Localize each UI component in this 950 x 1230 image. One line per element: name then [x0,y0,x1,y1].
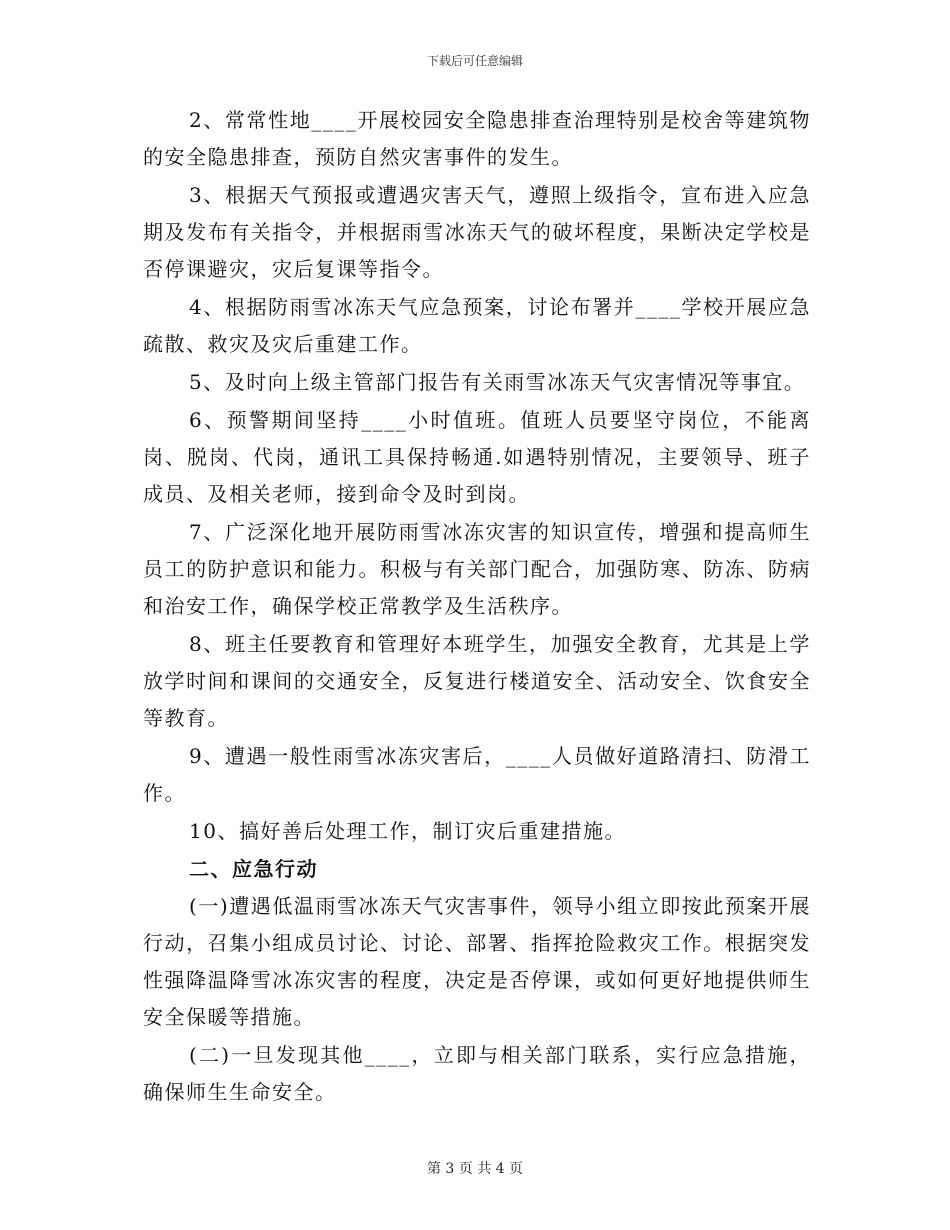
paragraph-item-8: 8、班主任要教育和管理好本班学生，加强安全教育，尤其是上学放学时间和课间的交通安全，反复进行楼道安全、活动安全、饮食安全等教育。 [143,632,811,730]
action-paragraph-1: (一)遭遇低温雨雪冰冻天气灾害事件，领导小组立即按此预案开展行动，召集小组成员讨论、讨论、部署、指挥抢险救灾工作。根据突发性强降温降雪冰冻灾害的程度，决定是否停课，或如何更好地提供师生安全保暖等措施。 [143,894,811,1029]
paragraph-item-9: 9、遭遇一般性雨雪冰冻灾害后，____人员做好道路清扫、防滑工作。 [143,744,811,805]
paragraph-item-6: 6、预警期间坚持____小时值班。值班人员要坚守岗位，不能离岗、脱岗、代岗，通讯工具保持畅通.如遇特别情况，主要领导、班子成员、及相关老师，接到命令及时到岗。 [143,408,811,506]
paragraph-item-4: 4、根据防雨雪冰冻天气应急预案，讨论布署并____学校开展应急疏散、救灾及灾后重建工作。 [143,295,811,356]
paragraph-item-10: 10、搞好善后处理工作，制订灾后重建措施。 [189,819,626,843]
action-paragraph-2: (二)一旦发现其他____，立即与相关部门联系，实行应急措施，确保师生生命安全。 [143,1043,811,1104]
page-number: 第 3 页 共 4 页 [426,1161,524,1177]
document-body [143,102,811,1112]
section-heading: 二、应急行动 [189,857,318,881]
page-header: 下载后可任意编辑 [426,54,523,68]
paragraph-item-5: 5、及时向上级主管部门报告有关雨雪冰冻天气灾害情况等事宜。 [189,370,806,394]
paragraph-item-7: 7、广泛深化地开展防雨雪冰冻灾害的知识宣传，增强和提高师生员工的防护意识和能力。积极与有关部门配合，加强防寒、防冻、防病和治安工作，确保学校正常教学及生活秩序。 [143,520,811,618]
paragraph-item-2: 2、常常性地____开展校园安全隐患排查治理特别是校舍等建筑物的安全隐患排查，预防自然灾害事件的发生。 [143,108,811,169]
paragraph-item-3: 3、根据天气预报或遭遇灾害天气，遵照上级指令，宣布进入应急期及发布有关指令，并根据雨雪冰冻天气的破坏程度，果断决定学校是否停课避灾，灾后复课等指令。 [143,183,811,281]
